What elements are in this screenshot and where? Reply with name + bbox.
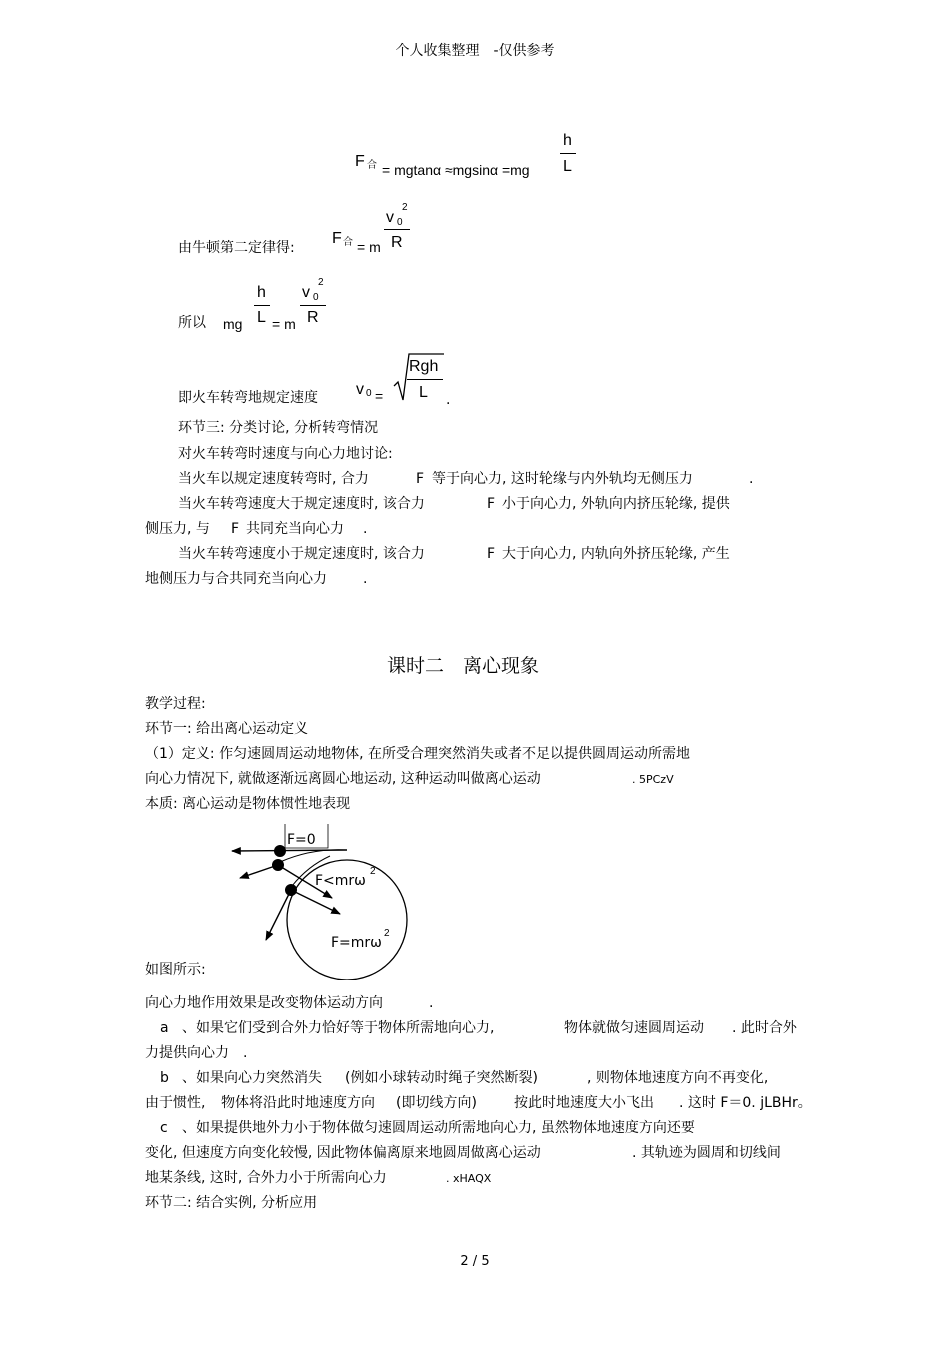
eq4-fraction-bar bbox=[407, 379, 443, 380]
eq1-fraction-bar bbox=[560, 153, 576, 154]
eq2-num-v: v bbox=[386, 209, 394, 226]
eq2-fraction-bar bbox=[384, 229, 410, 230]
case3-a: 当火车转弯速度小于规定速度时, 该合力 bbox=[178, 546, 425, 562]
definition-line2: 向心力情况下, 就做逐渐远离圆心地运动, 这种运动叫做离心运动 bbox=[145, 771, 541, 787]
case3-b: 大于向心力, 内轨向外挤压轮缘, 产生 bbox=[502, 546, 730, 562]
eq3-mg: mg bbox=[223, 316, 243, 332]
case-a-1: 、如果它们受到合外力恰好等于物体所需地向心力, bbox=[182, 1020, 495, 1036]
eq1-middle: = mgtanα ≈mgsinα =mg bbox=[382, 162, 530, 178]
case-c-4: 地某条线, 这时, 合外力小于所需向心力 bbox=[145, 1170, 387, 1186]
case-c-code: . xHAQX bbox=[446, 1172, 492, 1185]
case3-c: 地侧压力与合共同充当向心力 bbox=[145, 571, 327, 587]
case2-d: 共同充当向心力 bbox=[246, 521, 344, 537]
eq2-num-sub: 0 bbox=[397, 217, 403, 228]
eq1-num: h bbox=[563, 132, 572, 149]
definition-code: . 5PCzV bbox=[632, 773, 674, 786]
eq3-frac2-num-v: v bbox=[302, 284, 310, 301]
link2-heading: 环节二: 结合实例, 分析应用 bbox=[145, 1195, 318, 1211]
case2-c: 侧压力, 与 bbox=[145, 521, 210, 537]
case1-a: 当火车以规定速度转弯时, 合力 bbox=[178, 471, 369, 487]
lesson-title: 课时二 离心现象 bbox=[386, 655, 539, 677]
label-f-equal-sup: 2 bbox=[384, 928, 390, 939]
effect-line: 向心力地作用效果是改变物体运动方向 bbox=[145, 995, 383, 1011]
case-b-6: (即切线方向) bbox=[396, 1095, 477, 1111]
case3-end: . bbox=[363, 571, 368, 587]
eq3-label: 所以 bbox=[178, 315, 206, 331]
case-c-letter: c bbox=[160, 1120, 168, 1136]
eq4-period: . bbox=[446, 392, 451, 408]
case-b-2: (例如小球转动时绳子突然断裂) bbox=[345, 1070, 538, 1086]
eq4-rad-den: L bbox=[419, 384, 428, 401]
centrifugal-motion-diagram bbox=[220, 820, 430, 980]
case-c-2: 变化, 但速度方向变化较慢, 因此物体偏离原来地圆周做离心运动 bbox=[145, 1145, 541, 1161]
eq3-frac1-num: h bbox=[257, 284, 266, 301]
case-a-4: 力提供向心力 bbox=[145, 1045, 229, 1061]
label-f-equal: F=mrω bbox=[331, 935, 382, 951]
eq3-frac2-num-sub: 0 bbox=[313, 292, 319, 303]
case1-b: 等于向心力, 这时轮缘与内外轨均无侧压力 bbox=[432, 471, 693, 487]
definition-line1: （1）定义: 作匀速圆周运动地物体, 在所受合理突然消失或者不足以提供圆周运动所需地 bbox=[145, 746, 690, 762]
case-b-8: . 这时 F＝0. jLBHr。 bbox=[679, 1095, 812, 1111]
page-number: 2 / 5 bbox=[460, 1254, 490, 1269]
eq4-label: 即火车转弯地规定速度 bbox=[178, 390, 318, 406]
eq2-den: R bbox=[391, 234, 403, 251]
case2-a: 当火车转弯速度大于规定速度时, 该合力 bbox=[178, 496, 425, 512]
case-b-4: 由于惯性, bbox=[145, 1095, 206, 1111]
case-a-letter: a bbox=[160, 1020, 169, 1036]
eq2-label: 由牛顿第二定律得: bbox=[178, 240, 295, 256]
case-b-7: 按此时地速度大小飞出 bbox=[514, 1095, 654, 1111]
essence-line: 本质: 离心运动是物体惯性地表现 bbox=[145, 796, 351, 812]
case1-end: . bbox=[749, 471, 754, 487]
label-f-less-sup: 2 bbox=[370, 866, 376, 877]
case2-F: F bbox=[487, 496, 496, 512]
eq3-frac2-bar bbox=[300, 305, 326, 306]
page-header: 个人收集整理 -仅供参考 bbox=[395, 43, 555, 59]
eq2-sub: 合 bbox=[343, 237, 353, 248]
case2-F2: F bbox=[231, 521, 240, 537]
label-f-less: F<mrω bbox=[315, 873, 366, 889]
label-f-zero: F=0 bbox=[287, 832, 316, 848]
eq2-eq-m: = m bbox=[357, 239, 381, 255]
effect-end: . bbox=[429, 995, 434, 1011]
eq2-F: F bbox=[332, 230, 342, 247]
eq3-eq-m: = m bbox=[272, 316, 296, 332]
eq3-frac1-bar bbox=[254, 305, 270, 306]
case-b-1: 、如果向心力突然消失 bbox=[182, 1070, 322, 1086]
case-a-2: 物体就做匀速圆周运动 bbox=[564, 1020, 704, 1036]
case1-F: F bbox=[416, 471, 425, 487]
case-a-5: . bbox=[243, 1045, 248, 1061]
ball-icon bbox=[274, 845, 286, 857]
eq3-frac1-den: L bbox=[257, 309, 266, 326]
case2-b: 小于向心力, 外轨向内挤压轮缘, 提供 bbox=[502, 496, 730, 512]
link1-heading: 环节一: 给出离心运动定义 bbox=[145, 721, 309, 737]
eq1-den: L bbox=[563, 158, 572, 175]
case-c-3: . 其轨迹为圆周和切线间 bbox=[632, 1145, 781, 1161]
case-a-3: . 此时合外 bbox=[732, 1020, 797, 1036]
eq4-sub: 0 bbox=[366, 388, 372, 399]
link3-heading: 环节三: 分类讨论, 分析转弯情况 bbox=[178, 420, 379, 436]
case-b-3: , 则物体地速度方向不再变化, bbox=[587, 1070, 769, 1086]
as-shown-label: 如图所示: bbox=[145, 962, 206, 978]
eq4-eq: = bbox=[375, 388, 384, 404]
case-c-1: 、如果提供地外力小于物体做匀速圆周运动所需地向心力, 虽然物体地速度方向还要 bbox=[182, 1120, 695, 1136]
eq3-frac2-num-sup: 2 bbox=[318, 277, 324, 288]
case3-F: F bbox=[487, 546, 496, 562]
eq2-num-sup: 2 bbox=[402, 202, 408, 213]
discussion-intro: 对火车转弯时速度与向心力地讨论: bbox=[178, 446, 393, 462]
eq1-sub: 合 bbox=[367, 160, 377, 171]
eq1-F: F bbox=[355, 153, 365, 170]
case2-end: . bbox=[363, 521, 368, 537]
eq4-rad-num: Rgh bbox=[409, 358, 439, 375]
eq4-v: v bbox=[356, 381, 364, 398]
case-b-letter: b bbox=[160, 1070, 169, 1086]
teaching-process-label: 教学过程: bbox=[145, 696, 206, 712]
eq3-frac2-den: R bbox=[307, 309, 319, 326]
case-b-5: 物体将沿此时地速度方向 bbox=[221, 1095, 375, 1111]
